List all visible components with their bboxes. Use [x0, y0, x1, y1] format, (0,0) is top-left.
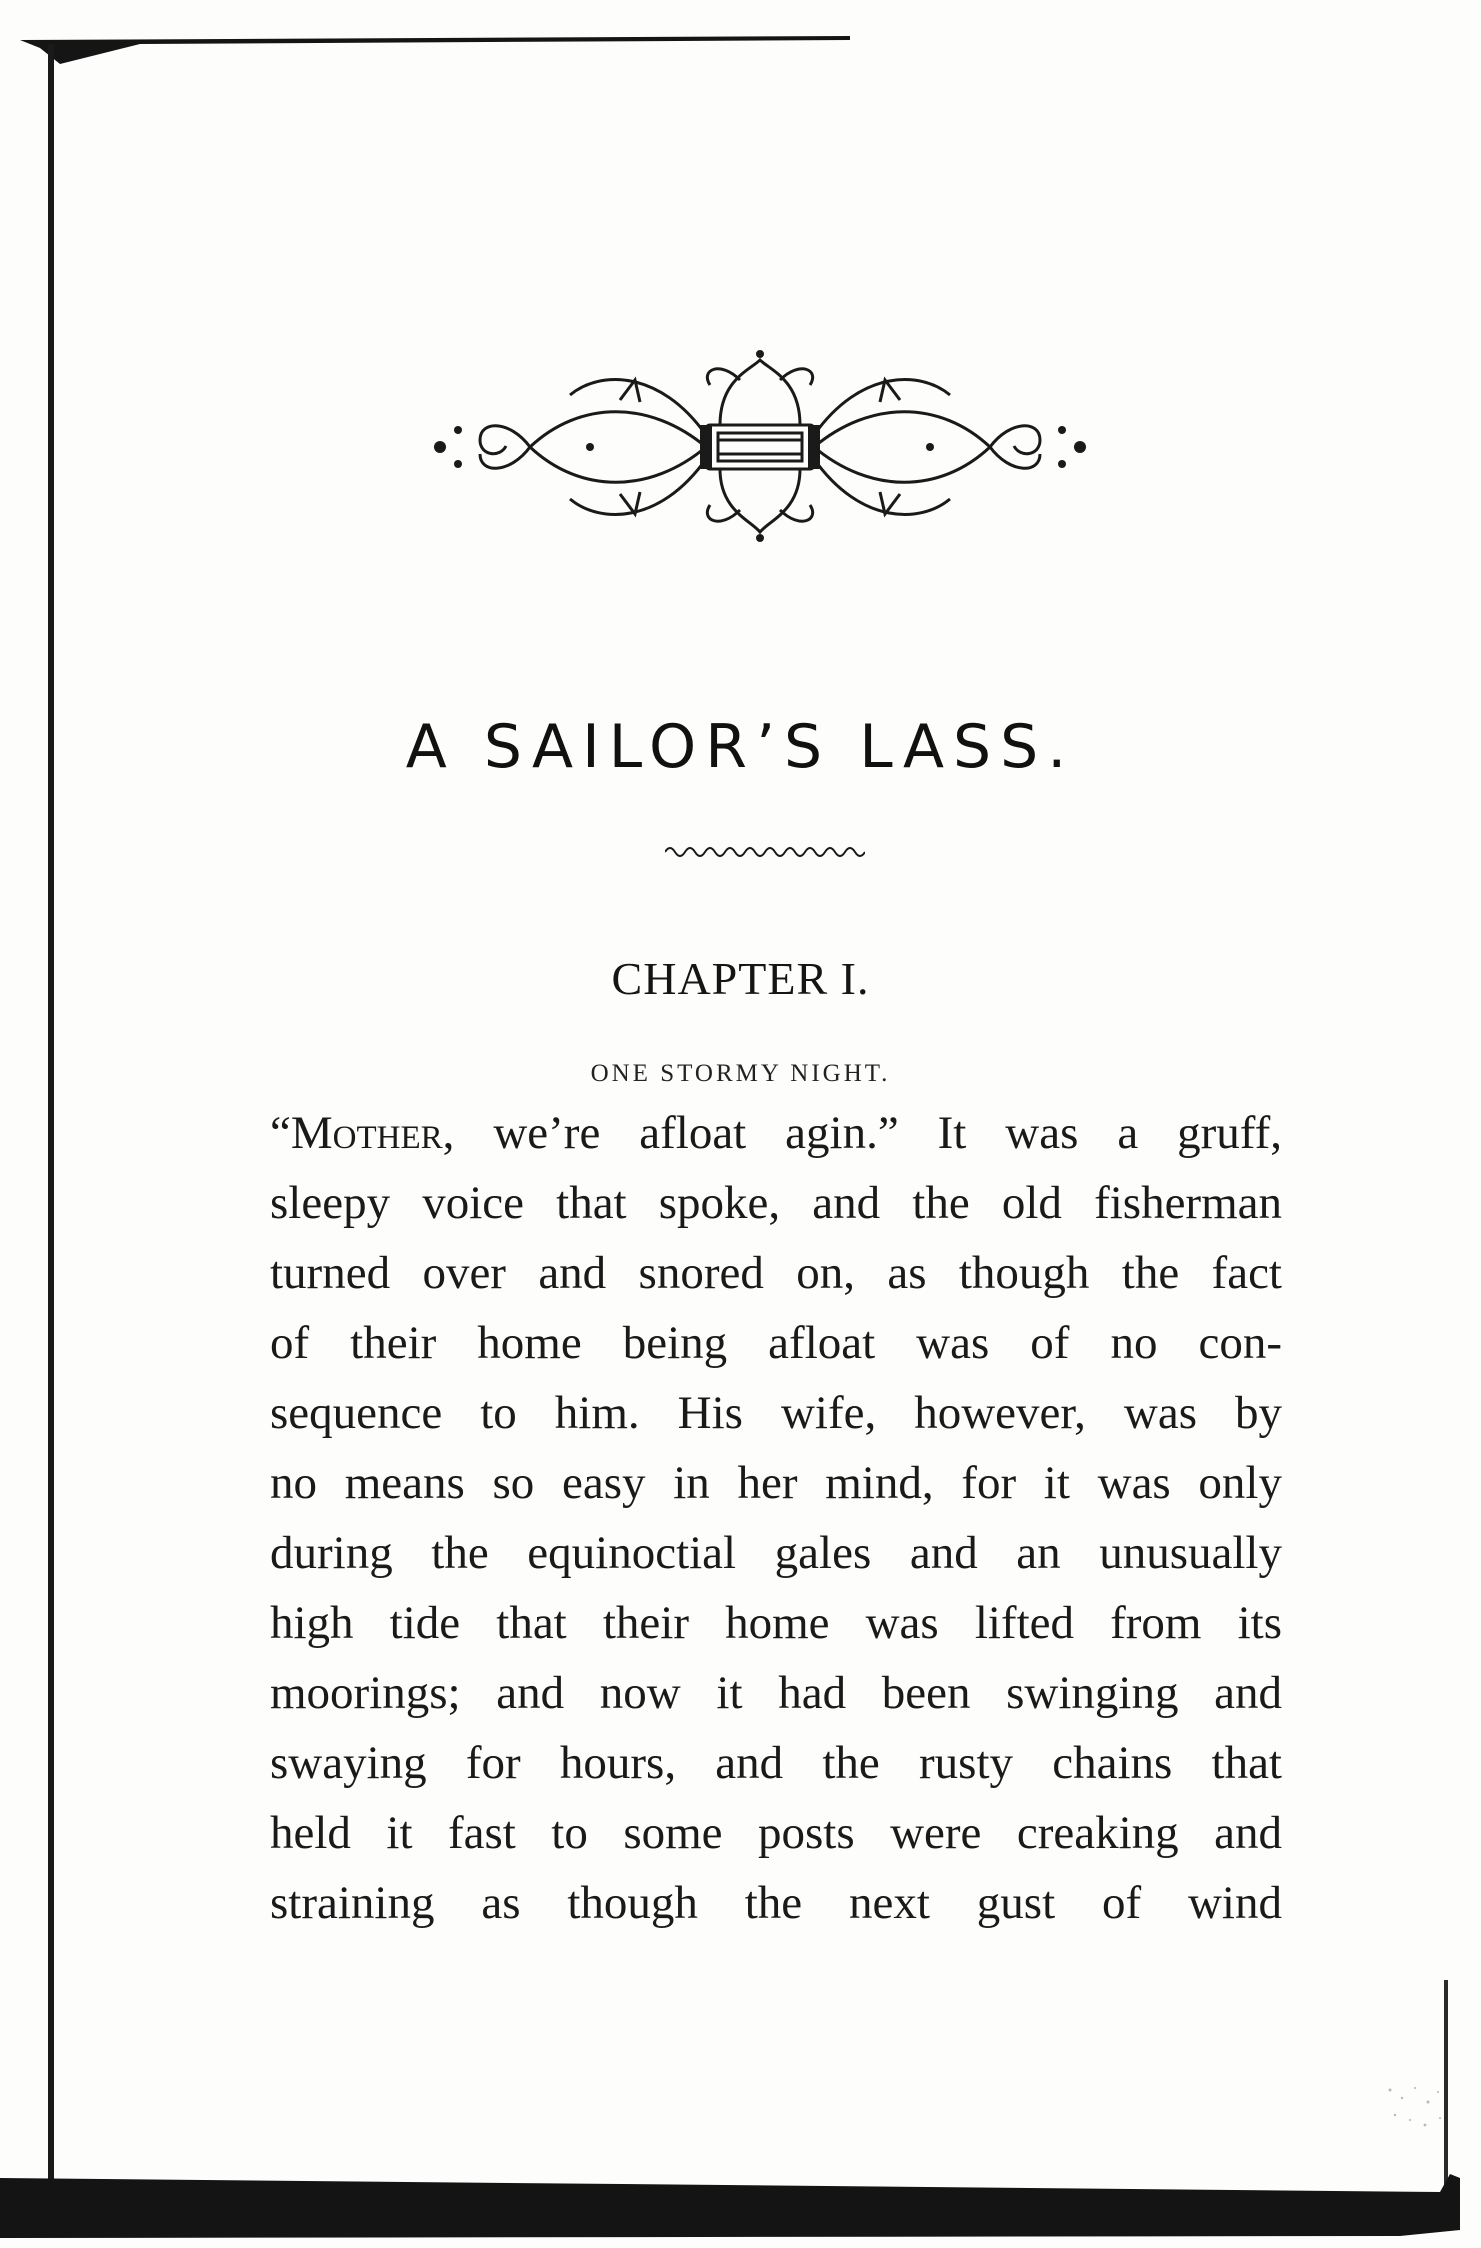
chapter-heading: CHAPTER I. — [611, 953, 870, 1004]
chapter-subtitle: ONE STORMY NIGHT. — [590, 1060, 891, 1087]
scan-edge-bottom — [0, 2168, 1481, 2248]
opening-word: Mother, — [290, 1107, 455, 1159]
opening-quote: “ — [270, 1107, 291, 1159]
text-line: during the equinoctial gales and an unusually — [270, 1527, 1282, 1579]
scan-noise — [1380, 2080, 1450, 2140]
text-line: held it fast to some posts were creaking and — [270, 1807, 1282, 1859]
text-line: moorings; and now it had been swinging and — [270, 1667, 1282, 1719]
text-line-rest: we’re afloat agin.” It was a gruff, — [454, 1107, 1282, 1159]
text-line: no means so easy in her mind, for it was only — [270, 1457, 1282, 1509]
scroll-ornament-icon — [420, 340, 1100, 550]
text-line — [270, 1098, 1282, 1168]
scan-edge-top — [20, 34, 850, 68]
scan-edge-left — [48, 44, 54, 2224]
body-paragraph — [270, 1098, 1282, 1938]
text-line: straining as though the next gust of wind — [270, 1877, 1282, 1929]
wavy-divider-icon — [665, 840, 865, 860]
text-line: sequence to him. His wife, however, was by — [270, 1387, 1282, 1439]
text-line: high tide that their home was lifted from its — [270, 1597, 1282, 1649]
text-line: swaying for hours, and the rusty chains that — [270, 1737, 1282, 1789]
text-line: turned over and snored on, as though the fact — [270, 1247, 1282, 1299]
book-title: A SAILOR’S LASS. — [405, 712, 1076, 782]
text-line: sleepy voice that spoke, and the old fisherman — [270, 1177, 1282, 1229]
text-line: of their home being afloat was of no con- — [270, 1317, 1282, 1369]
